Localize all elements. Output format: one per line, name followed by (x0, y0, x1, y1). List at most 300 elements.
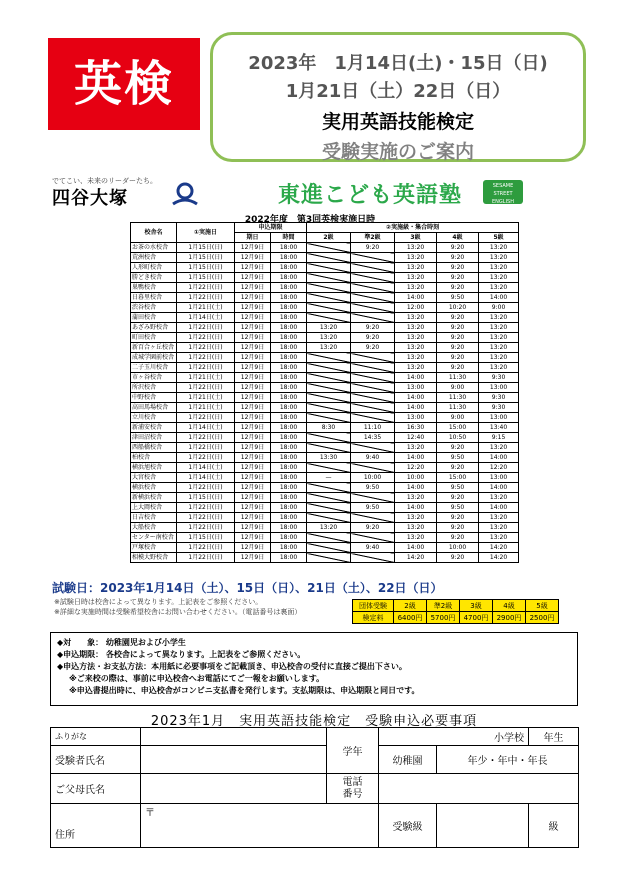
schedule-cell: 14:00 (395, 373, 437, 383)
schedule-cell: 9:20 (437, 533, 479, 543)
schedule-cell: 9:00 (437, 413, 479, 423)
schedule-cell: 12月9日 (235, 273, 271, 283)
schedule-cell (351, 553, 395, 563)
info-note-1: ※ご来校の際は、事前に申込校舎へお電話にてご一報をお願いします。 (69, 674, 325, 683)
schedule-cell: 1月22日(日) (177, 443, 235, 453)
school-name-cell: センター南校舎 (131, 533, 177, 543)
schedule-cell: 11:10 (351, 423, 395, 433)
schedule-cell (307, 373, 351, 383)
schedule-row (131, 413, 519, 423)
schedule-row (131, 423, 519, 433)
schedule-cell: 14:00 (479, 503, 519, 513)
schedule-row (131, 353, 519, 363)
fee-label-group: 団体受験 (353, 600, 394, 612)
schedule-cell (307, 413, 351, 423)
schedule-cell: 9:20 (437, 553, 479, 563)
schedule-cell: 12:20 (479, 463, 519, 473)
schedule-cell: 1月22日(日) (177, 433, 235, 443)
school-name-cell: 日暮里校舎 (131, 293, 177, 303)
schedule-cell: 12月9日 (235, 443, 271, 453)
schedule-cell: 13:20 (395, 353, 437, 363)
schedule-cell (307, 253, 351, 263)
schedule-cell: 18:00 (271, 343, 307, 353)
schedule-cell: 13:20 (479, 273, 519, 283)
schedule-cell: 9:20 (437, 253, 479, 263)
schedule-row (131, 543, 519, 553)
schedule-cell (351, 413, 395, 423)
schedule-cell: 14:00 (395, 293, 437, 303)
schedule-row (131, 263, 519, 273)
schedule-row (131, 503, 519, 513)
schedule-row (131, 553, 519, 563)
schedule-cell: 18:00 (271, 483, 307, 493)
schedule-cell: 12月9日 (235, 243, 271, 253)
schedule-cell: 15:00 (437, 423, 479, 433)
toshin-name: 東進こども英語塾 (278, 183, 463, 208)
schedule-cell: 1月22日(日) (177, 363, 235, 373)
schedule-cell (307, 533, 351, 543)
schedule-cell (307, 493, 351, 503)
exam-level-field[interactable] (437, 804, 529, 848)
schedule-cell: 9:20 (437, 353, 479, 363)
schedule-row (131, 483, 519, 493)
schedule-cell: 1月15日(日) (177, 263, 235, 273)
schedule-cell: 18:00 (271, 533, 307, 543)
schedule-row (131, 303, 519, 313)
schedule-cell (307, 433, 351, 443)
fee-price: 4700円 (460, 612, 493, 624)
schedule-cell: 12月9日 (235, 503, 271, 513)
schedule-cell: 1月15日(日) (177, 243, 235, 253)
schedule-cell (307, 313, 351, 323)
schedule-cell: 13:20 (395, 243, 437, 253)
schedule-cell (307, 243, 351, 253)
schedule-cell: 1月14日(土) (177, 463, 235, 473)
schedule-cell: 13:20 (479, 343, 519, 353)
schedule-cell: 8:30 (307, 423, 351, 433)
schedule-cell: 1月21日(土) (177, 403, 235, 413)
schedule-cell: 12月9日 (235, 283, 271, 293)
schedule-cell: 12月9日 (235, 303, 271, 313)
schedule-cell: 11:30 (437, 393, 479, 403)
fee-grade: 2級 (394, 600, 427, 612)
schedule-cell (351, 263, 395, 273)
schedule-cell: 13:20 (395, 313, 437, 323)
header-school: 校舎名 (131, 223, 177, 243)
schedule-cell: 13:20 (395, 273, 437, 283)
schedule-cell: 9:00 (479, 303, 519, 313)
address-label: 住所 (51, 804, 141, 848)
fee-price: 5700円 (427, 612, 460, 624)
schedule-cell: 1月21日(土) (177, 393, 235, 403)
schedule-cell: 18:00 (271, 513, 307, 523)
schedule-cell: 12:20 (395, 463, 437, 473)
school-name-cell: あざみ野校舎 (131, 323, 177, 333)
schedule-cell: 12月9日 (235, 343, 271, 353)
sesame-street-badge (483, 180, 523, 204)
fee-grade: 4級 (493, 600, 526, 612)
schedule-cell: 1月21日(土) (177, 303, 235, 313)
fee-table (352, 599, 559, 624)
schedule-cell: 18:00 (271, 493, 307, 503)
schedule-cell (351, 533, 395, 543)
schedule-cell: 1月21日(土) (177, 373, 235, 383)
schedule-cell (351, 303, 395, 313)
info-method: ◆申込方法・お支払方法：本用紙に必要事項をご記載頂き、申込校舎の受付に直接ご提出下さい。 (57, 662, 407, 671)
schedule-cell: 12月9日 (235, 473, 271, 483)
schedule-cell (351, 353, 395, 363)
school-name-cell: 蒲田校舎 (131, 313, 177, 323)
fee-price: 2500円 (526, 612, 559, 624)
schedule-cell (351, 373, 395, 383)
header-times: ②実施級・集合時刻 (307, 223, 519, 233)
schedule-cell: 13:00 (479, 413, 519, 423)
schedule-cell: 13:20 (479, 533, 519, 543)
schedule-cell: 13:20 (479, 253, 519, 263)
schedule-cell: 14:20 (395, 553, 437, 563)
schedule-cell: 1月15日(日) (177, 533, 235, 543)
schedule-cell: 13:20 (479, 513, 519, 523)
level-suffix: 級 (529, 804, 579, 848)
form-title: 2023年1月 実用英語技能検定 受験申込必要事項 (150, 714, 478, 729)
schedule-row (131, 373, 519, 383)
schedule-cell: 9:20 (437, 273, 479, 283)
schedule-row (131, 283, 519, 293)
schedule-cell: 12月9日 (235, 543, 271, 553)
furigana-field[interactable] (141, 728, 327, 746)
schedule-row (131, 453, 519, 463)
school-name-cell: 市ヶ谷校舎 (131, 373, 177, 383)
schedule-cell: 1月22日(日) (177, 483, 235, 493)
schedule-cell (307, 263, 351, 273)
schedule-cell: 12月9日 (235, 333, 271, 343)
schedule-cell: 9:00 (437, 383, 479, 393)
yotsuya-name: 四谷大塚 (52, 188, 128, 209)
schedule-cell: 18:00 (271, 253, 307, 263)
schedule-cell: 9:30 (479, 373, 519, 383)
schedule-cell: 13:20 (395, 253, 437, 263)
school-name-cell: 所沢校舎 (131, 383, 177, 393)
schedule-cell: 1月14日(土) (177, 313, 235, 323)
examinee-name-label: 受験者氏名 (51, 746, 141, 774)
schedule-cell (351, 443, 395, 453)
schedule-cell: 14:35 (351, 433, 395, 443)
schedule-cell: 13:20 (395, 523, 437, 533)
schedule-cell: 12月9日 (235, 323, 271, 333)
schedule-cell: 18:00 (271, 423, 307, 433)
schedule-row (131, 383, 519, 393)
schedule-cell: 12月9日 (235, 453, 271, 463)
schedule-cell: 12月9日 (235, 463, 271, 473)
schedule-cell: 13:20 (395, 493, 437, 503)
schedule-cell: 12月9日 (235, 383, 271, 393)
school-name-cell: 戸塚校舎 (131, 543, 177, 553)
school-name-cell: 相模大野校舎 (131, 553, 177, 563)
schedule-cell: 1月22日(日) (177, 553, 235, 563)
schedule-cell: 13:20 (395, 443, 437, 453)
schedule-cell: 12月9日 (235, 293, 271, 303)
schedule-row (131, 313, 519, 323)
application-form (50, 727, 579, 848)
schedule-cell: 18:00 (271, 463, 307, 473)
schedule-cell: 9:20 (437, 283, 479, 293)
schedule-cell: 12月9日 (235, 353, 271, 363)
schedule-cell: 9:30 (479, 403, 519, 413)
schedule-cell: 18:00 (271, 273, 307, 283)
schedule-cell (351, 253, 395, 263)
schedule-cell: 10:00 (437, 543, 479, 553)
school-name-cell: 西船橋校舎 (131, 443, 177, 453)
schedule-row (131, 323, 519, 333)
parent-name-label: ご父母氏名 (51, 774, 141, 804)
schedule-cell: 12月9日 (235, 493, 271, 503)
schedule-cell: 18:00 (271, 413, 307, 423)
schedule-cell: 13:00 (479, 473, 519, 483)
schedule-cell (307, 273, 351, 283)
schedule-cell: 18:00 (271, 353, 307, 363)
school-name-cell: 横浜校舎 (131, 483, 177, 493)
examinee-name-field[interactable] (141, 746, 327, 774)
schedule-cell: 13:20 (307, 343, 351, 353)
parent-name-field[interactable] (141, 774, 327, 804)
schedule-cell (307, 553, 351, 563)
schedule-cell: 13:20 (395, 263, 437, 273)
info-target: ◆対 象： 幼稚園児および小学生 (57, 638, 186, 647)
schedule-cell: 9:40 (351, 453, 395, 463)
header-box (210, 32, 586, 162)
schedule-cell (307, 543, 351, 553)
elementary-label: 小学校 (379, 728, 529, 746)
schedule-cell: 1月14日(土) (177, 423, 235, 433)
schedule-cell: 10:50 (437, 433, 479, 443)
schedule-cell (351, 283, 395, 293)
schedule-cell: 9:20 (437, 313, 479, 323)
schedule-cell: 18:00 (271, 403, 307, 413)
note-2: ※詳細な実施時間は受験希望校舎にお問い合わせください。（電話番号は裏面） (54, 608, 302, 616)
schedule-cell: 18:00 (271, 333, 307, 343)
schedule-cell (351, 463, 395, 473)
header-title: 実用英語技能検定 (321, 111, 474, 133)
schedule-cell: 1月22日(日) (177, 333, 235, 343)
sesame-badge-line2: ENGLISH (492, 199, 514, 205)
schedule-cell: 18:00 (271, 473, 307, 483)
schedule-cell: 13:20 (395, 323, 437, 333)
schedule-cell: 18:00 (271, 383, 307, 393)
school-name-cell: 高田馬場校舎 (131, 403, 177, 413)
header-exam-day: ①実施日 (177, 223, 235, 243)
schedule-cell (307, 303, 351, 313)
schedule-row (131, 513, 519, 523)
info-deadline: ◆申込期限： 各校舎によって異なります。上記表をご参照ください。 (57, 650, 306, 659)
schedule-cell: 9:20 (437, 363, 479, 373)
eiken-logo: 英検 (48, 38, 200, 130)
schedule-cell: 13:20 (479, 243, 519, 253)
schedule-cell: 12月9日 (235, 553, 271, 563)
schedule-cell: 10:00 (351, 473, 395, 483)
schedule-cell: 9:20 (437, 243, 479, 253)
schedule-cell: 9:20 (437, 523, 479, 533)
schedule-cell: 11:30 (437, 403, 479, 413)
schedule-cell: 1月15日(日) (177, 493, 235, 503)
schedule-cell: 14:00 (479, 293, 519, 303)
schedule-row (131, 333, 519, 343)
address-field[interactable] (141, 804, 379, 848)
schedule-row (131, 293, 519, 303)
schedule-cell: 10:00 (395, 473, 437, 483)
school-name-cell: 新百合ヶ丘校舎 (131, 343, 177, 353)
schedule-cell: 12月9日 (235, 513, 271, 523)
schedule-cell: 1月22日(日) (177, 343, 235, 353)
schedule-cell: 9:20 (351, 523, 395, 533)
schedule-cell: 18:00 (271, 373, 307, 383)
schedule-cell: 9:20 (437, 443, 479, 453)
schedule-table (130, 222, 519, 563)
schedule-cell: 13:00 (479, 383, 519, 393)
school-name-cell: 二子玉川校舎 (131, 363, 177, 373)
schedule-row (131, 253, 519, 263)
school-name-cell: 荒洲校舎 (131, 253, 177, 263)
schedule-cell: 9:50 (437, 483, 479, 493)
schedule-cell (307, 443, 351, 453)
schedule-cell: 12月9日 (235, 433, 271, 443)
schedule-cell: 14:00 (479, 453, 519, 463)
schedule-cell: 12月9日 (235, 523, 271, 533)
schedule-cell: 18:00 (271, 523, 307, 533)
school-name-cell: 中野校舎 (131, 393, 177, 403)
schedule-cell: 18:00 (271, 443, 307, 453)
school-name-cell: 新浦安校舎 (131, 423, 177, 433)
schedule-cell: 1月15日(日) (177, 253, 235, 263)
schedule-cell: 14:20 (479, 543, 519, 553)
schedule-cell: 1月22日(日) (177, 523, 235, 533)
schedule-cell (307, 483, 351, 493)
schedule-cell: 13:30 (307, 453, 351, 463)
schedule-cell: 14:00 (395, 393, 437, 403)
school-name-cell: 勝どき校舎 (131, 273, 177, 283)
phone-field[interactable] (379, 774, 579, 804)
schedule-cell (351, 513, 395, 523)
schedule-cell: 13:20 (307, 323, 351, 333)
schedule-cell: 1月22日(日) (177, 513, 235, 523)
schedule-cell (307, 383, 351, 393)
schedule-cell: 18:00 (271, 553, 307, 563)
schedule-cell: 15:00 (437, 473, 479, 483)
schedule-cell (351, 403, 395, 413)
schedule-cell: 9:40 (351, 543, 395, 553)
schedule-cell: 18:00 (271, 453, 307, 463)
schedule-cell: 1月22日(日) (177, 543, 235, 553)
schedule-row (131, 443, 519, 453)
schedule-cell (307, 283, 351, 293)
schedule-cell: 13:20 (479, 363, 519, 373)
schedule-cell: 12月9日 (235, 533, 271, 543)
school-name-cell: 津田沼校舎 (131, 433, 177, 443)
schedule-row (131, 403, 519, 413)
schedule-cell: 13:40 (479, 423, 519, 433)
schedule-row (131, 473, 519, 483)
school-name-cell: 立川校舎 (131, 413, 177, 423)
header-grade-5: 5級 (479, 233, 519, 243)
schedule-cell: 14:00 (395, 483, 437, 493)
schedule-cell (351, 293, 395, 303)
schedule-cell: 18:00 (271, 323, 307, 333)
schedule-cell: 18:00 (271, 313, 307, 323)
schedule-cell (307, 403, 351, 413)
schedule-cell: 13:20 (479, 323, 519, 333)
schedule-cell: 13:20 (395, 363, 437, 373)
schedule-cell: 18:00 (271, 303, 307, 313)
header-grade-3: 3級 (395, 233, 437, 243)
schedule-cell: 12月9日 (235, 263, 271, 273)
school-name-cell: 渋谷校舎 (131, 303, 177, 313)
postal-mark: 〒 (145, 808, 155, 819)
exam-dates: 試験日：2023年1月14日（土）、15日（日）、21日（土）、22日（日） (52, 581, 443, 595)
header-date-line2: 1月21日（土）22日（日） (285, 81, 511, 102)
schedule-cell: 1月15日(日) (177, 273, 235, 283)
schedule-cell (307, 293, 351, 303)
schedule-row (131, 533, 519, 543)
school-name-cell: 日吉校舎 (131, 513, 177, 523)
schedule-cell: 13:20 (479, 493, 519, 503)
school-name-cell: 大宮校舎 (131, 473, 177, 483)
schedule-cell: 9:50 (351, 483, 395, 493)
phone-label: 電話番号 (327, 774, 379, 804)
schedule-cell: 1月22日(日) (177, 293, 235, 303)
kinder-levels[interactable]: 年少・年中・年長 (437, 746, 579, 774)
schedule-cell: 16:30 (395, 423, 437, 433)
fee-price: 2900円 (493, 612, 526, 624)
kindergarten-label: 幼稚園 (379, 746, 437, 774)
schedule-cell (307, 353, 351, 363)
schedule-cell (307, 513, 351, 523)
schedule-cell: 9:20 (437, 333, 479, 343)
schedule-cell: 12月9日 (235, 253, 271, 263)
schedule-cell: 13:20 (395, 343, 437, 353)
schedule-cell: 12月9日 (235, 393, 271, 403)
schedule-cell: 13:20 (479, 443, 519, 453)
fee-grade: 3級 (460, 600, 493, 612)
schedule-cell: 9:20 (437, 323, 479, 333)
schedule-cell: 9:20 (351, 243, 395, 253)
schedule-cell: 13:20 (479, 313, 519, 323)
grade-suffix[interactable]: 年生 (529, 728, 579, 746)
school-name-cell: 大船校舎 (131, 523, 177, 533)
schedule-cell: 13:00 (395, 413, 437, 423)
schedule-cell: 9:20 (437, 343, 479, 353)
schedule-cell: 13:20 (479, 523, 519, 533)
note-1: ※試験日時は校舎によって異なります。上記表をご参照ください。 (54, 598, 263, 606)
header-date-line1: 2023年 1月14日(土)・15日（日) (248, 53, 548, 74)
schedule-cell: 9:20 (351, 333, 395, 343)
header-date: 期日 (235, 233, 271, 243)
schedule-cell (351, 313, 395, 323)
schedule-cell: 12:40 (395, 433, 437, 443)
schedule-cell: 13:00 (395, 383, 437, 393)
fee-grade: 5級 (526, 600, 559, 612)
schedule-cell: 9:50 (351, 503, 395, 513)
schedule-cell: 14:00 (395, 453, 437, 463)
schedule-cell: 12月9日 (235, 363, 271, 373)
schedule-row (131, 243, 519, 253)
schedule-title: 2022年度 第3回英検実施日時 (244, 215, 376, 225)
schedule-cell: 18:00 (271, 503, 307, 513)
schedule-cell (307, 463, 351, 473)
school-name-cell: 人形町校舎 (131, 263, 177, 273)
schedule-cell: 13:20 (395, 533, 437, 543)
schedule-cell: 9:20 (437, 263, 479, 273)
info-note-2: ※申込書提出時に、申込校舎がコンビニ支払書を発行します。支払期限は、申込期限と同日です。 (69, 686, 420, 695)
schedule-row (131, 463, 519, 473)
